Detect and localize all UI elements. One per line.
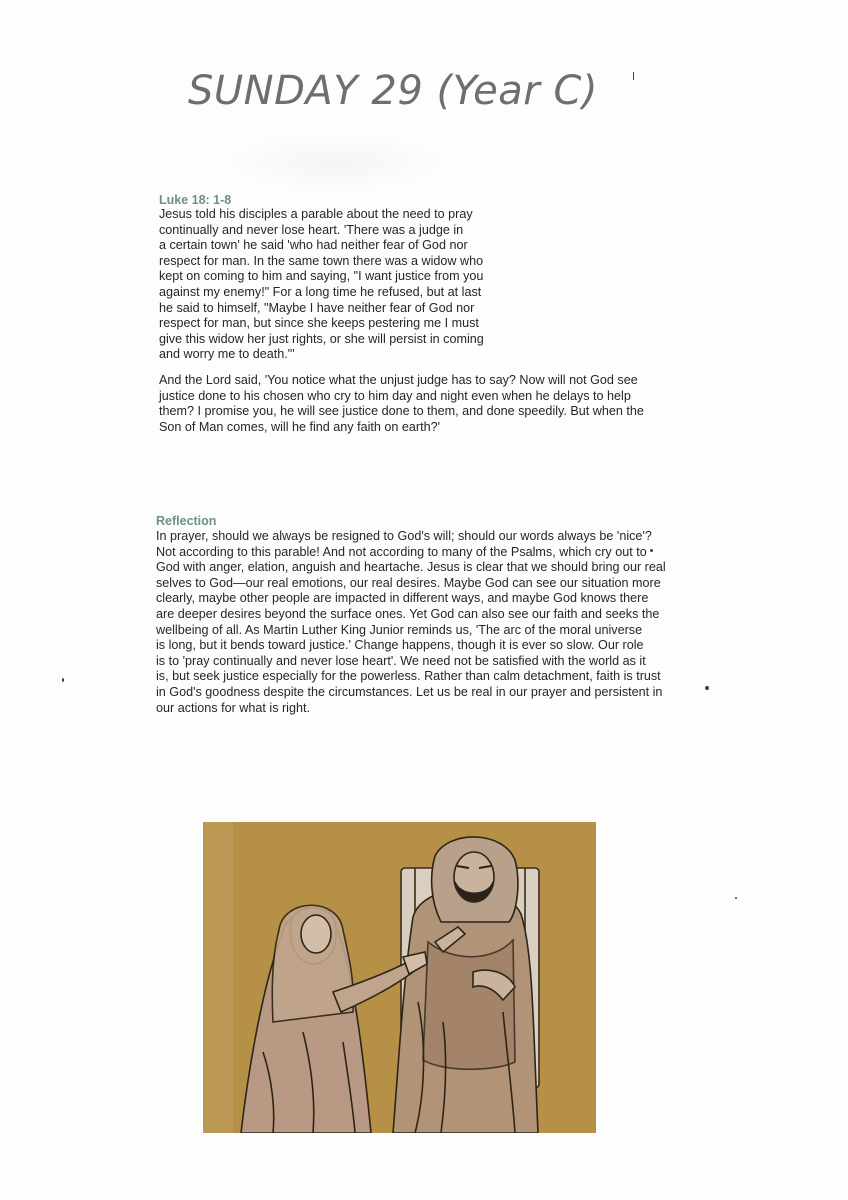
gospel-line: respect for man. In the same town there was a widow who [159, 253, 484, 268]
reflection-heading: Reflection [156, 514, 217, 528]
illustration-widow-and-judge [203, 822, 596, 1133]
reflection-line: selves to God—our real emotions, our real desires. Maybe God can see our situation more [156, 575, 661, 590]
gospel-line: kept on coming to him and saying, "I want justice from you [159, 269, 484, 284]
reflection-line: are deeper desires beyond the surface ones. Yet God can also see our faith and seeks the [156, 606, 660, 621]
reflection-line: is long, but it bends toward justice.' Change happens, though it is ever so slow. Our role [156, 638, 644, 653]
gospel-line: them? I promise you, he will see justice done to them, and done speedily. But when the [159, 404, 644, 419]
gospel-line: give this widow her just rights, or she will persist in coming [159, 331, 484, 346]
gospel-line: respect for man, but since she keeps pestering me I must [159, 316, 479, 331]
reflection-line: in God's goodness despite the circumstances. Let us be real in our prayer and persistent in [156, 684, 663, 699]
reflection-line: our actions for what is right. [156, 700, 310, 715]
reflection-line: is, but seek justice especially for the powerless. Rather than calm detachment, faith is trust [156, 669, 661, 684]
scan-speck [705, 686, 709, 690]
reflection-paragraph [156, 529, 666, 716]
gospel-line: Jesus told his disciples a parable about the need to pray [159, 207, 473, 221]
reflection-line: is to 'pray continually and never lose heart'. We need not be satisfied with the world as it [156, 653, 646, 668]
gospel-line: And the Lord said, 'You notice what the unjust judge has to say? Now will not God see [159, 373, 638, 387]
gospel-line: and worry me to death."' [159, 347, 295, 362]
gospel-line: a certain town' he said 'who had neither fear of God nor [159, 238, 468, 253]
page-title: SUNDAY 29 (Year C) [188, 68, 598, 114]
reflection-line: Not according to this parable! And not according to many of the Psalms, which cry out to [156, 544, 647, 559]
faded-background-mark [225, 132, 445, 192]
scan-speck [650, 549, 653, 552]
gospel-paragraph-2 [159, 373, 659, 435]
gospel-line: he said to himself, "Maybe I have neither fear of God nor [159, 300, 475, 315]
gospel-line: against my enemy!" For a long time he refused, but at last [159, 284, 482, 299]
gospel-paragraph-1 [159, 207, 489, 363]
scan-speck [735, 897, 737, 899]
gospel-line: Son of Man comes, will he find any faith on earth?' [159, 419, 441, 434]
reflection-line: clearly, maybe other people are impacted in different ways, and maybe God knows there [156, 591, 649, 606]
reflection-line: In prayer, should we always be resigned to God's will; should our words always be 'nice'? [156, 529, 652, 543]
scripture-reference: Luke 18: 1-8 [159, 193, 232, 207]
reflection-line: wellbeing of all. As Martin Luther King Junior reminds us, 'The arc of the moral universe [156, 622, 643, 637]
scan-speck [62, 678, 64, 682]
gospel-line: justice done to his chosen who cry to him day and night even when he delays to help [159, 388, 631, 403]
scan-speck [633, 72, 634, 80]
gospel-line: continually and never lose heart. 'There was a judge in [159, 222, 464, 237]
reflection-line: God with anger, elation, anguish and heartache. Jesus is clear that we should bring our real [156, 560, 666, 575]
